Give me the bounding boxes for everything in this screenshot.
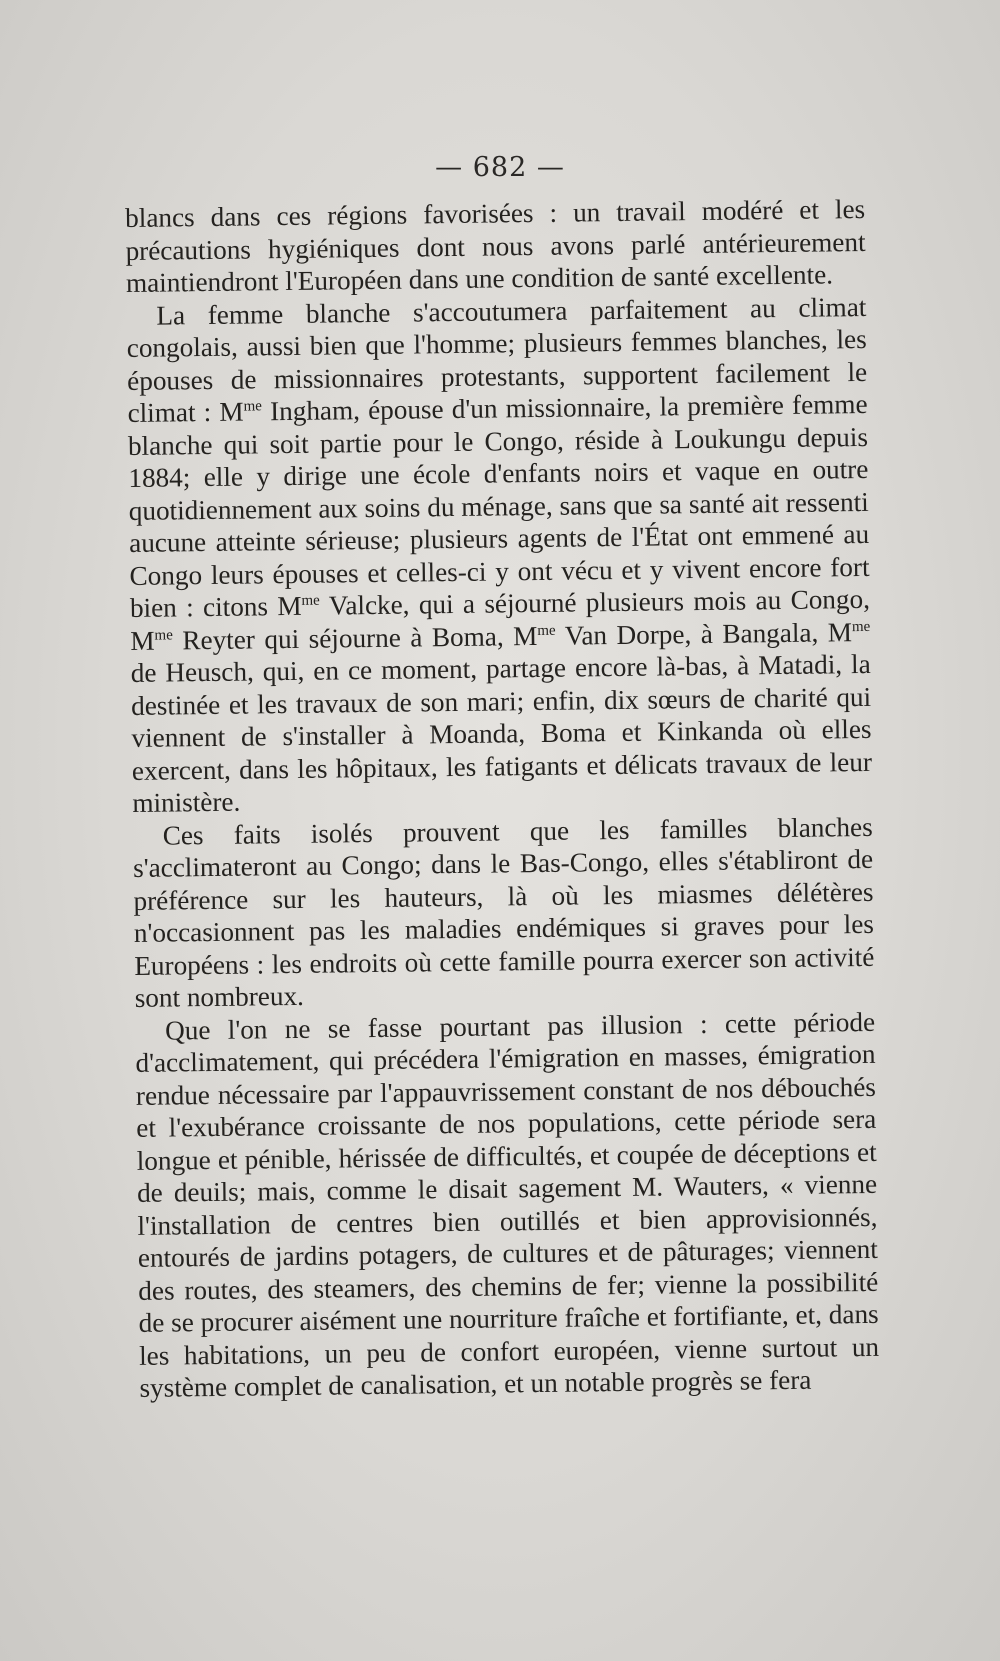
paragraph: blancs dans ces régions favorisées : un travail modéré et les précautions hygiéniques dont nous avons parlé antérieurement maintiendront l'Européen dans une condition de santé excellente. [125, 193, 866, 298]
page-number: — 682 — [435, 152, 565, 183]
paragraph: Ces faits isolés prouvent que les familles blanches s'acclimateront au Congo; dans le Bas-Congo, elles s'établiront de préférence sur les hauteurs, là où les miasmes délétères n'occasionnent pas les maladies endémiques si graves pour les Européens : les endroits où cette famille pourra exercer son activité sont nombreux. [132, 811, 875, 1013]
paragraph: Que l'on ne se fasse pourtant pas illusion : cette période d'acclimatement, qui précédera l'émigration en masses, émigration rendue nécessaire par l'appauvrissement constant de nos débouchés et l'exubérance croissante de nos populations, cette période sera longue et pénible, hérissée de difficultés, et coupée de déceptions et de deuils; mais, comme le disait sagement M. Wauters, « vienne l'installation de centres bien outillés et bien approvisionnés, entourés de jardins potagers, de cultures et de pâturages; viennent des routes, des steamers, des chemins de fer; vienne la possibilité de se procurer aisément une nourriture fraîche et fortifiante, et, dans les habitations, un peu de confort européen, vienne surtout un système complet de canalisation, et un notable progrès se fera [135, 1006, 880, 1403]
paragraph: La femme blanche s'accoutumera parfaitement au climat congolais, aussi bien que l'homme; plusieurs femmes blanches, les épouses de missionnaires protestants, supportent facilement le climat : $M^{me}$ Ingham, épouse d'un missionnaire, la première femme blanche qui soit partie pour le Congo, réside à Loukungu depuis 1884; elle y dirige une école d'enfants noirs et vaque en outre quotidiennement aux soins du ménage, sans que sa santé ait ressenti aucune atteinte sérieuse; plusieurs agents de l'État ont emmené au Congo leurs épouses et celles-ci y ont vécu et y vivent encore fort bien : citons $M^{me}$ Valcke, qui a séjourné plusieurs mois au Congo, $M^{me}$ Reyter qui séjourne à Boma, $M^{me}$ Van Dorpe, à Bangala, $M^{me}$ de Heusch, qui, en ce moment, partage encore là-bas, à Matadi, la destinée et les travaux de son mari; enfin, dix sœurs de charité qui viennent de s'installer à Moanda, Boma et Kinkanda où elles exercent, dans les hôpitaux, les fatigants et délicats travaux de leur ministère. [126, 291, 873, 818]
body-text [125, 193, 880, 1404]
